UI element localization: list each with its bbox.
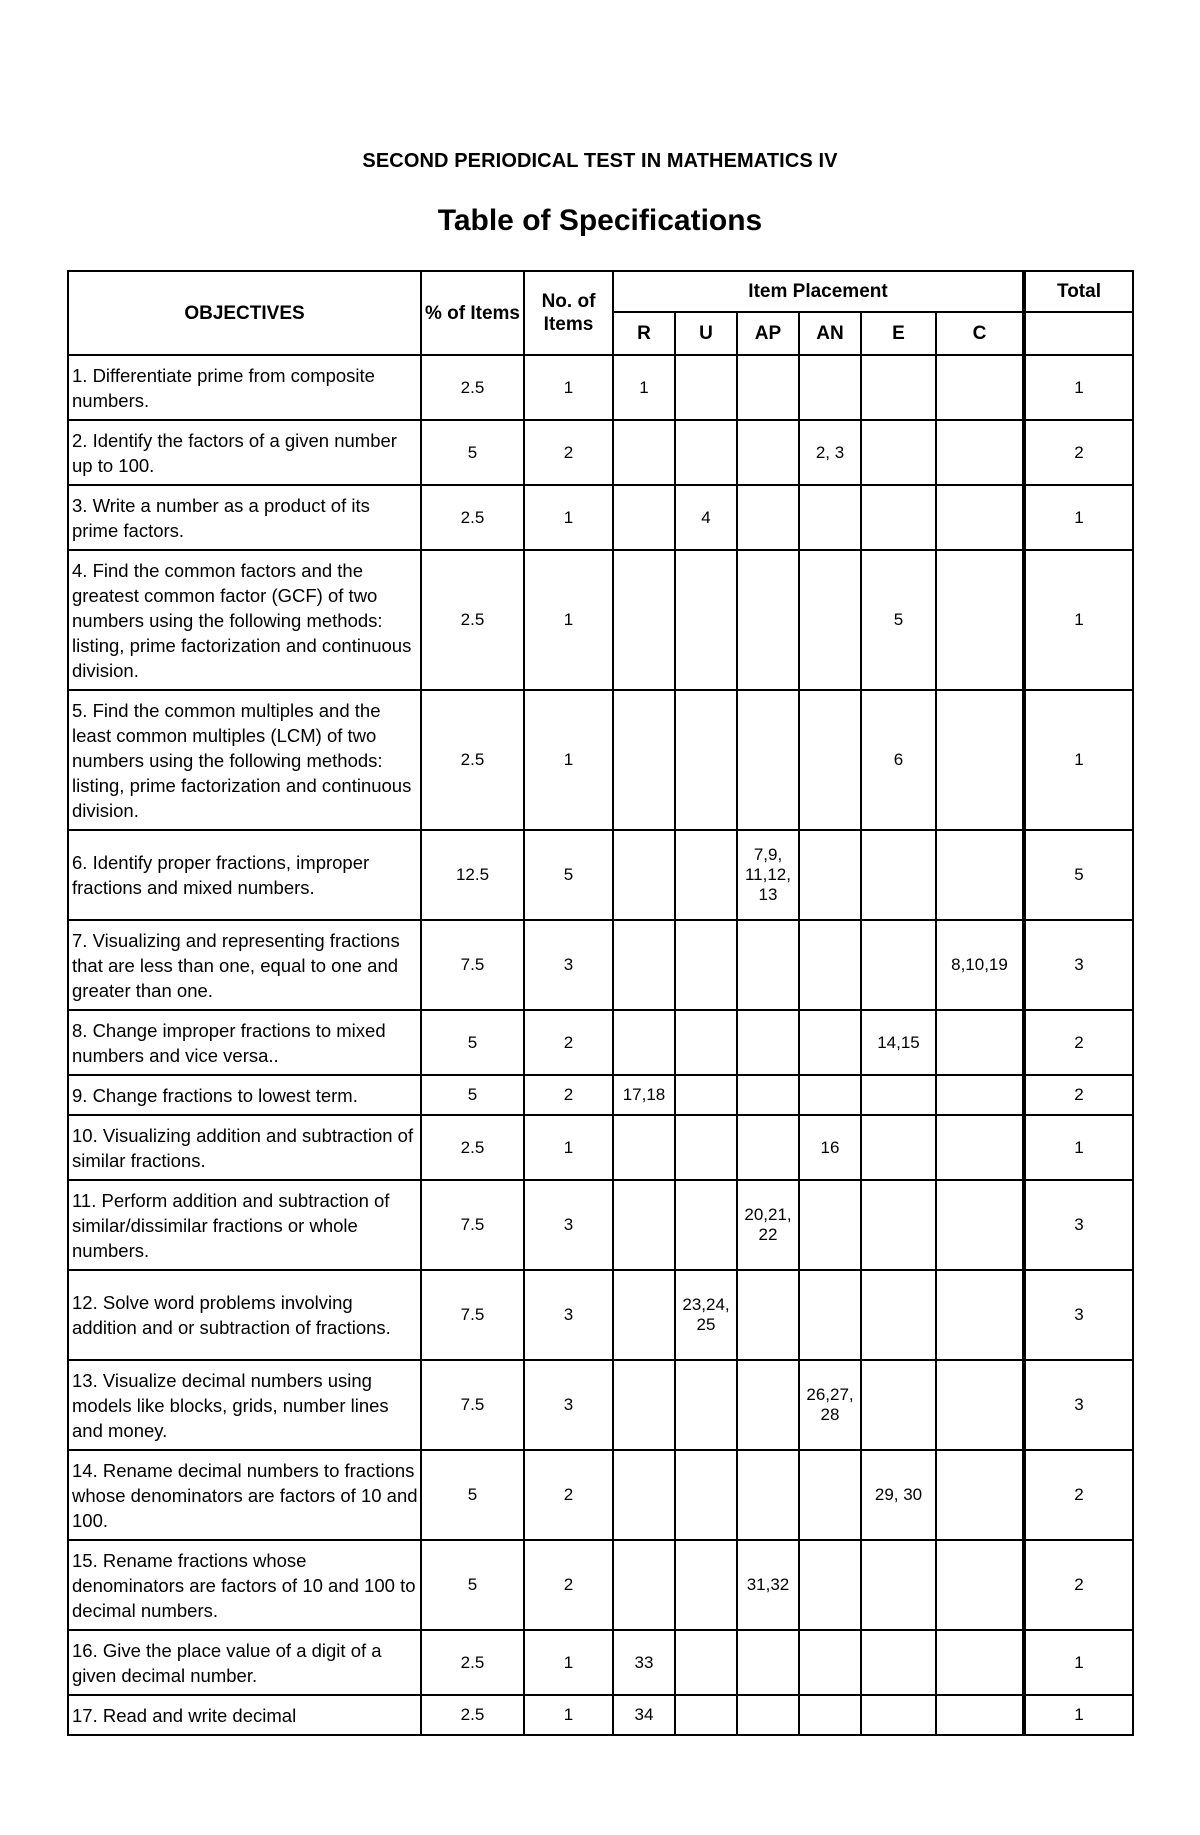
placement-cell-r: 33: [613, 1630, 675, 1695]
table-row: [68, 1010, 1133, 1075]
placement-cell-c: [936, 1010, 1024, 1075]
no-items-header: No. of Items: [524, 271, 613, 355]
placement-cell-r: [613, 690, 675, 830]
level-header-u: U: [675, 312, 737, 355]
placement-cell-c: [936, 1450, 1024, 1540]
objective-cell: 2. Identify the factors of a given number up to 100.: [68, 420, 421, 485]
no-items-cell: 2: [524, 1540, 613, 1630]
placement-cell-e: [861, 1115, 936, 1180]
objective-cell: 5. Find the common multiples and the least common multiples (LCM) of two numbers using the following methods: listing, prime factorization and continuous division.: [68, 690, 421, 830]
placement-cell-u: [675, 920, 737, 1010]
objective-cell: 15. Rename fractions whose denominators are factors of 10 and 100 to decimal numbers.: [68, 1540, 421, 1630]
placement-cell-ap: 31,32: [737, 1540, 799, 1630]
placement-cell-u: [675, 1540, 737, 1630]
placement-cell-an: [799, 485, 861, 550]
placement-cell-r: [613, 1010, 675, 1075]
pct-items-cell: 12.5: [421, 830, 524, 920]
table-row: [68, 550, 1133, 690]
placement-cell-r: [613, 420, 675, 485]
no-items-cell: 1: [524, 355, 613, 420]
placement-cell-u: [675, 1115, 737, 1180]
table-row: [68, 420, 1133, 485]
placement-cell-u: [675, 420, 737, 485]
placement-cell-r: [613, 1180, 675, 1270]
objective-cell: 9. Change fractions to lowest term.: [68, 1075, 421, 1115]
placement-cell-an: [799, 1180, 861, 1270]
objective-cell: 1. Differentiate prime from composite numbers.: [68, 355, 421, 420]
no-items-cell: 1: [524, 1695, 613, 1735]
pct-items-cell: 2.5: [421, 690, 524, 830]
placement-cell-an: [799, 1010, 861, 1075]
placement-cell-e: [861, 355, 936, 420]
placement-cell-e: 14,15: [861, 1010, 936, 1075]
placement-cell-e: 6: [861, 690, 936, 830]
pct-items-cell: 2.5: [421, 1630, 524, 1695]
table-row: [68, 1540, 1133, 1630]
table-row: [68, 830, 1133, 920]
item-placement-header: Item Placement: [613, 271, 1024, 312]
placement-cell-c: [936, 1630, 1024, 1695]
no-items-cell: 3: [524, 1360, 613, 1450]
total-cell: 1: [1024, 1115, 1133, 1180]
total-cell: 1: [1024, 550, 1133, 690]
table-row: [68, 1075, 1133, 1115]
table-row: [68, 1695, 1133, 1735]
placement-cell-c: [936, 830, 1024, 920]
pct-items-cell: 2.5: [421, 485, 524, 550]
placement-cell-e: 5: [861, 550, 936, 690]
total-cell: 2: [1024, 420, 1133, 485]
table-row: [68, 1180, 1133, 1270]
placement-cell-u: 23,24, 25: [675, 1270, 737, 1360]
pct-items-cell: 7.5: [421, 1270, 524, 1360]
table-row: [68, 1630, 1133, 1695]
pct-items-cell: 5: [421, 420, 524, 485]
total-subheader: [1024, 312, 1133, 355]
placement-cell-c: [936, 1540, 1024, 1630]
objective-cell: 6. Identify proper fractions, improper fractions and mixed numbers.: [68, 830, 421, 920]
total-cell: 3: [1024, 920, 1133, 1010]
placement-cell-an: [799, 1540, 861, 1630]
total-cell: 1: [1024, 690, 1133, 830]
pct-items-cell: 7.5: [421, 920, 524, 1010]
placement-cell-e: [861, 830, 936, 920]
placement-cell-ap: [737, 550, 799, 690]
placement-cell-u: [675, 1630, 737, 1695]
table-row: [68, 1450, 1133, 1540]
placement-cell-ap: [737, 690, 799, 830]
no-items-cell: 1: [524, 550, 613, 690]
placement-cell-e: 29, 30: [861, 1450, 936, 1540]
placement-cell-an: [799, 1695, 861, 1735]
placement-cell-an: [799, 1630, 861, 1695]
objective-cell: 11. Perform addition and subtraction of similar/dissimilar fractions or whole numbers.: [68, 1180, 421, 1270]
objective-cell: 10. Visualizing addition and subtraction of similar fractions.: [68, 1115, 421, 1180]
placement-cell-ap: [737, 355, 799, 420]
placement-cell-an: [799, 690, 861, 830]
placement-cell-u: [675, 1180, 737, 1270]
pct-items-cell: 2.5: [421, 1115, 524, 1180]
placement-cell-u: [675, 1075, 737, 1115]
placement-cell-u: [675, 550, 737, 690]
total-cell: 3: [1024, 1270, 1133, 1360]
total-cell: 2: [1024, 1540, 1133, 1630]
placement-cell-u: [675, 1010, 737, 1075]
placement-cell-c: [936, 690, 1024, 830]
total-cell: 1: [1024, 355, 1133, 420]
total-cell: 2: [1024, 1450, 1133, 1540]
placement-cell-u: [675, 355, 737, 420]
placement-cell-c: [936, 355, 1024, 420]
objective-cell: 12. Solve word problems involving addition and or subtraction of fractions.: [68, 1270, 421, 1360]
no-items-cell: 3: [524, 920, 613, 1010]
total-cell: 3: [1024, 1180, 1133, 1270]
placement-cell-c: [936, 1075, 1024, 1115]
no-items-cell: 1: [524, 1115, 613, 1180]
placement-cell-ap: 20,21, 22: [737, 1180, 799, 1270]
objective-cell: 17. Read and write decimal: [68, 1695, 421, 1735]
placement-cell-e: [861, 1075, 936, 1115]
pct-items-cell: 5: [421, 1010, 524, 1075]
pct-items-cell: 5: [421, 1540, 524, 1630]
placement-cell-r: [613, 1360, 675, 1450]
placement-cell-r: [613, 1450, 675, 1540]
placement-cell-r: [613, 1270, 675, 1360]
table-row: [68, 355, 1133, 420]
total-cell: 5: [1024, 830, 1133, 920]
placement-cell-c: [936, 1180, 1024, 1270]
placement-cell-c: [936, 1115, 1024, 1180]
pct-items-cell: 2.5: [421, 550, 524, 690]
no-items-cell: 2: [524, 1075, 613, 1115]
placement-cell-r: 34: [613, 1695, 675, 1735]
total-cell: 3: [1024, 1360, 1133, 1450]
total-header: Total: [1024, 271, 1133, 312]
table-row: [68, 1115, 1133, 1180]
pct-items-cell: 5: [421, 1075, 524, 1115]
placement-cell-ap: [737, 1450, 799, 1540]
no-items-cell: 2: [524, 1450, 613, 1540]
placement-cell-c: [936, 420, 1024, 485]
level-header-an: AN: [799, 312, 861, 355]
no-items-cell: 3: [524, 1180, 613, 1270]
placement-cell-e: [861, 1630, 936, 1695]
placement-cell-r: [613, 485, 675, 550]
placement-cell-u: [675, 1450, 737, 1540]
placement-cell-ap: 7,9, 11,12, 13: [737, 830, 799, 920]
placement-cell-u: 4: [675, 485, 737, 550]
table-row: [68, 485, 1133, 550]
placement-cell-e: [861, 1270, 936, 1360]
pct-items-cell: 7.5: [421, 1360, 524, 1450]
objective-cell: 16. Give the place value of a digit of a given decimal number.: [68, 1630, 421, 1695]
no-items-cell: 3: [524, 1270, 613, 1360]
objective-cell: 8. Change improper fractions to mixed numbers and vice versa..: [68, 1010, 421, 1075]
placement-cell-r: [613, 830, 675, 920]
placement-cell-u: [675, 830, 737, 920]
no-items-cell: 1: [524, 690, 613, 830]
pct-items-cell: 2.5: [421, 1695, 524, 1735]
placement-cell-e: [861, 920, 936, 1010]
level-header-r: R: [613, 312, 675, 355]
placement-cell-an: [799, 550, 861, 690]
level-header-e: E: [861, 312, 936, 355]
no-items-cell: 2: [524, 1010, 613, 1075]
total-cell: 1: [1024, 485, 1133, 550]
objective-cell: 13. Visualize decimal numbers using models like blocks, grids, number lines and money.: [68, 1360, 421, 1450]
placement-cell-an: 2, 3: [799, 420, 861, 485]
objectives-header: OBJECTIVES: [68, 271, 421, 355]
total-cell: 2: [1024, 1010, 1133, 1075]
level-header-ap: AP: [737, 312, 799, 355]
placement-cell-e: [861, 420, 936, 485]
placement-cell-c: 8,10,19: [936, 920, 1024, 1010]
pct-items-cell: 2.5: [421, 355, 524, 420]
placement-cell-r: [613, 1540, 675, 1630]
placement-cell-e: [861, 1695, 936, 1735]
table-row: [68, 1360, 1133, 1450]
placement-cell-an: [799, 1075, 861, 1115]
placement-cell-an: 16: [799, 1115, 861, 1180]
placement-cell-ap: [737, 920, 799, 1010]
placement-cell-an: [799, 920, 861, 1010]
placement-cell-ap: [737, 1695, 799, 1735]
placement-cell-e: [861, 485, 936, 550]
placement-cell-e: [861, 1360, 936, 1450]
placement-cell-r: [613, 1115, 675, 1180]
placement-cell-c: [936, 1270, 1024, 1360]
placement-cell-c: [936, 550, 1024, 690]
pct-items-header: % of Items: [421, 271, 524, 355]
no-items-cell: 1: [524, 485, 613, 550]
document-subtitle: Table of Specifications: [437, 204, 763, 237]
placement-cell-ap: [737, 1115, 799, 1180]
placement-cell-ap: [737, 1075, 799, 1115]
pct-items-cell: 5: [421, 1450, 524, 1540]
total-cell: 2: [1024, 1075, 1133, 1115]
pct-items-cell: 7.5: [421, 1180, 524, 1270]
level-header-c: C: [936, 312, 1024, 355]
table-row: [68, 920, 1133, 1010]
objective-cell: 3. Write a number as a product of its prime factors.: [68, 485, 421, 550]
placement-cell-r: [613, 550, 675, 690]
objective-cell: 14. Rename decimal numbers to fractions whose denominators are factors of 10 and 100.: [68, 1450, 421, 1540]
specifications-table: [67, 270, 1134, 1736]
placement-cell-r: [613, 920, 675, 1010]
placement-cell-an: [799, 355, 861, 420]
placement-cell-e: [861, 1540, 936, 1630]
total-cell: 1: [1024, 1695, 1133, 1735]
placement-cell-e: [861, 1180, 936, 1270]
no-items-cell: 1: [524, 1630, 613, 1695]
placement-cell-an: [799, 1270, 861, 1360]
placement-cell-an: [799, 1450, 861, 1540]
specifications-table-body: [68, 355, 1133, 1735]
placement-cell-ap: [737, 420, 799, 485]
placement-cell-an: 26,27, 28: [799, 1360, 861, 1450]
table-row: [68, 1270, 1133, 1360]
document-title: SECOND PERIODICAL TEST IN MATHEMATICS IV: [362, 150, 838, 172]
objective-cell: 7. Visualizing and representing fractions that are less than one, equal to one and greater than one.: [68, 920, 421, 1010]
placement-cell-u: [675, 1360, 737, 1450]
placement-cell-ap: [737, 1270, 799, 1360]
placement-cell-ap: [737, 485, 799, 550]
placement-cell-u: [675, 1695, 737, 1735]
placement-cell-an: [799, 830, 861, 920]
table-row: [68, 690, 1133, 830]
no-items-cell: 5: [524, 830, 613, 920]
no-items-cell: 2: [524, 420, 613, 485]
objective-cell: 4. Find the common factors and the greatest common factor (GCF) of two numbers using the following methods: listing, prime factorization and continuous division.: [68, 550, 421, 690]
placement-cell-u: [675, 690, 737, 830]
placement-cell-ap: [737, 1630, 799, 1695]
placement-cell-r: 1: [613, 355, 675, 420]
placement-cell-c: [936, 1360, 1024, 1450]
placement-cell-ap: [737, 1010, 799, 1075]
total-cell: 1: [1024, 1630, 1133, 1695]
placement-cell-c: [936, 1695, 1024, 1735]
placement-cell-c: [936, 485, 1024, 550]
placement-cell-r: 17,18: [613, 1075, 675, 1115]
placement-cell-ap: [737, 1360, 799, 1450]
